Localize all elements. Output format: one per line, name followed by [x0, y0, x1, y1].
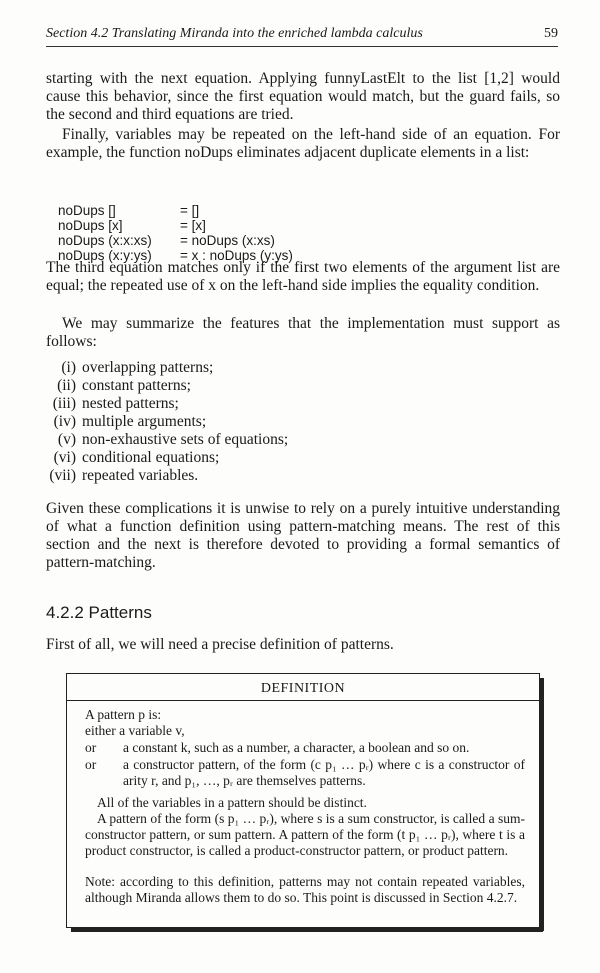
paragraph-continuation: starting with the next equation. Applying funnyLastElt to the list [1,2] would cause this behavior, since the first equation would match, but the guard fails, so the second and third equations are tried. — [46, 70, 560, 123]
paragraph-complications: Given these complications it is unwise to rely on a purely intuitive understanding of what a function definition using pattern-matching means. The rest of this section and the next is therefore devoted to providing a formal semantics of pattern-matching. — [46, 500, 560, 571]
definition-note: Note: according to this definition, patterns may not contain repeated variables, although Miranda allows them to do so. This point is discussed in Section 4.2.7. — [85, 874, 525, 905]
definition-box: DEFINITION A pattern p is: either a variable v, or a constant k, such as a number, a character, a boolean and so on. or a constructor pattern, of the form (c p₁ … pᵣ) where c is a constructor of arity r, and p₁, …, pᵣ are themselves patterns. All of the variables in a pattern should be distinct. A pattern of the form (s p₁ … pᵣ), where s is a sum constructor, is called a sum-constructor pattern, or sum pattern. A pattern of the form (t p₁ … pᵣ), where t is a product constructor, is called a product-constructor pattern, or product pattern. Note: according to this definition, patterns may not contain repeated variables, although Miranda allows them to do so. This point is discussed in Section 4.2.7. — [66, 673, 540, 928]
paragraph-intro-definition: First of all, we will need a precise definition of patterns. — [46, 636, 394, 653]
list-item: (vii) repeated variables. — [49, 467, 199, 484]
list-item: (vi) conditional equations; — [53, 449, 220, 466]
list-item: (iv) multiple arguments; — [53, 413, 207, 430]
definition-title: DEFINITION — [260, 681, 346, 696]
paragraph-third-equation: The third equation matches only if the first two elements of the argument list are equal; the repeated use of x on the left-hand side implies the equality condition. — [46, 259, 560, 294]
running-head — [46, 26, 558, 46]
section-heading: 4.2.2 Patterns — [46, 603, 152, 622]
book-page: Section 4.2 Translating Miranda into the enriched lambda calculus 59 starting with the next equation. Applying funnyLastElt to the list [1,2] would cause this behavior, since the first equation would match, but the guard fails, so the second and third equations are tried. Finally, variables may be repeated on the left-hand side of an equation. For example, the function noDups eliminates adjacent duplicate elements in a list: noDups [] = [] noDups [x] = [x] noDups (x:x:xs) = noDups (x:xs) noDups (x:y:ys) = x : noDups (y:ys) The third equation matches only if the first two elements of the argument list are equal; the repeated use of x on the left-hand side implies the equality condition. We may summarize the features that the implementation must support as follows: (i) overlapping patterns; (ii) constant patterns; (iii) nested patterns; (iv) multiple arguments; (v) non-exhaustive sets of equations; (vi) conditional equations; (vii) repeated variables. Given these complications it is unwise to rely on a purely intuitive understanding of what a function definition using pattern-matching means. The rest of this section and the next is therefore devoted to providing a formal semantics of pattern-matching. 4.2.2 Patterns First of all, we will need a precise definition of patterns. DEFINITION A pattern p is: either a variable v, or a constant k, such as a number, a character, a boolean and so on. or a constructor pattern, of the form (c p₁ … pᵣ) where c is a constructor of arity r, and p₁, …, pᵣ are themselves patterns. All of the variables in a pattern should be distinct. A pattern of the form (s p₁ … pᵣ), where s is a sum constructor, is called a sum-constructor pattern, or sum pattern. A pattern of the form (t p₁ … pᵣ), where t is a product constructor, is called a product-constructor pattern, or product pattern. Note: according to this definition, patterns may not contain repeated variables, although Miranda allows them to do so. This point is discussed in Section 4.2.7. — [0, 0, 600, 973]
definition-title-rule — [67, 700, 539, 701]
list-item: (iii) nested patterns; — [52, 395, 179, 412]
definition-line: A pattern p is: — [85, 707, 162, 722]
page-number: 59 — [544, 26, 558, 41]
paragraph-repeated-variables: Finally, variables may be repeated on the left-hand side of an equation. For example, the function noDups eliminates adjacent duplicate elements in a list: — [46, 126, 560, 161]
list-item: (ii) constant patterns; — [57, 377, 191, 394]
list-item: (i) overlapping patterns; — [61, 359, 214, 376]
list-item: (v) non-exhaustive sets of equations; — [57, 431, 289, 448]
header-rule — [46, 46, 558, 47]
definition-distinct: All of the variables in a pattern should be distinct. — [97, 795, 367, 810]
box-shadow-right — [540, 678, 544, 931]
box-shadow-bottom — [71, 928, 543, 932]
feature-list — [46, 359, 546, 485]
running-title: Section 4.2 Translating Miranda into the enriched lambda calculus — [46, 26, 423, 41]
definition-line: either a variable v, — [85, 723, 185, 738]
paragraph-summary: We may summarize the features that the implementation must support as follows: — [46, 315, 560, 350]
definition-sum-product: A pattern of the form (s p₁ … pᵣ), where s is a sum constructor, is called a sum-constructor pattern, or sum pattern. A pattern of the form (t p₁ … pᵣ), where t is a product constructor, is called a product-constructor pattern, or product pattern. — [85, 811, 525, 858]
